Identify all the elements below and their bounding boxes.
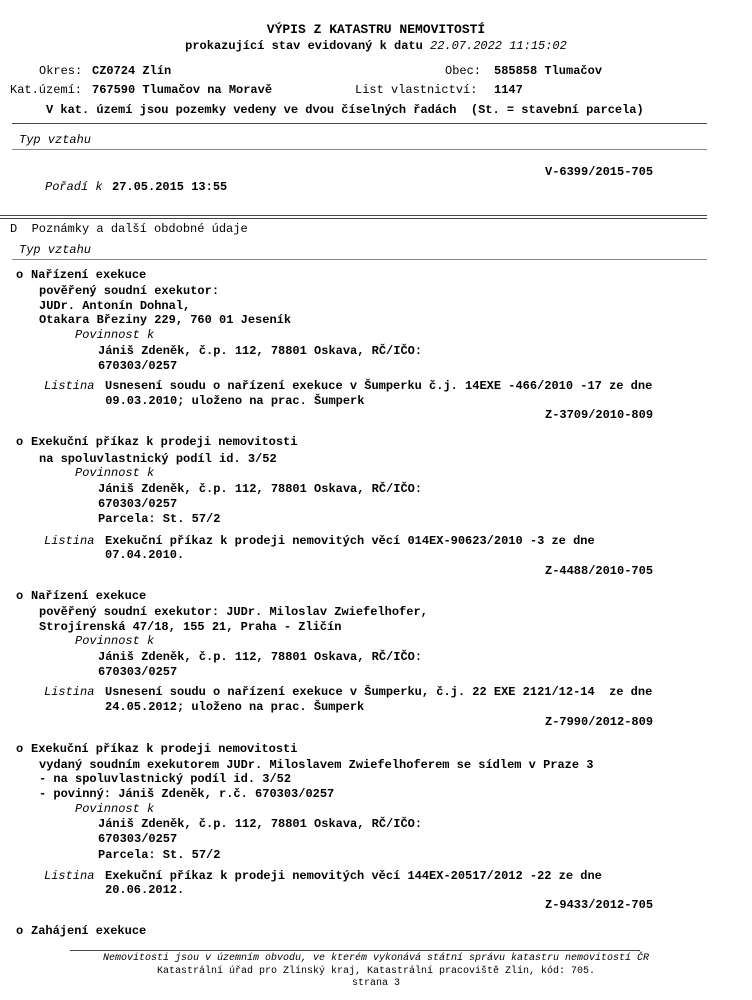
listina-line: Usnesení soudu o nařízení exekuce v Šumperku, č.j. 22 EXE 2121/12-14 ze dne (105, 685, 653, 699)
entry-line: JUDr. Antonín Dohnal, (39, 299, 191, 313)
povinnost-label: Povinnost k (75, 466, 155, 480)
listina-line: Usnesení soudu o nařízení exekuce v Šumperku č.j. 14EXE -466/2010 -17 ze dne (105, 379, 653, 393)
listina-line: 09.03.2010; uloženo na prac. Šumperk (98, 394, 365, 408)
entry-line: pověřený soudní exekutor: JUDr. Miloslav Zwiefelhofer, (39, 605, 428, 619)
divider (12, 123, 707, 124)
poradi-label: Pořadí k (45, 180, 103, 194)
parcels-note: V kat. území jsou pozemky vedeny ve dvou číselných řadách (St. = stavební parcela) (46, 103, 644, 117)
footer-line: Nemovitosti jsou v územním obvodu, ve kterém vykonává státní správu katastru nemovitostí ČR (102, 953, 650, 964)
listina-line: 24.05.2012; uloženo na prac. Šumperk (105, 700, 365, 714)
typ-vztahu-label: Typ vztahu (19, 133, 92, 147)
povinnost-line: 670303/0257 (98, 359, 178, 373)
divider (12, 259, 707, 260)
listina-line: 20.06.2012. (105, 883, 185, 897)
povinnost-line: Jániš Zdeněk, č.p. 112, 78801 Oskava, RČ/IČO: (98, 817, 423, 831)
entry-line: pověřený soudní exekutor: (39, 284, 220, 298)
entry-title: Nařízení exekuce (31, 589, 147, 603)
entry-line: - povinný: Jániš Zdeněk, r.č. 670303/0257 (39, 787, 335, 801)
entry-title: Exekuční příkaz k prodeji nemovitosti (31, 742, 298, 756)
obec-label: Obec: (445, 64, 482, 78)
povinnost-line: 670303/0257 (98, 497, 178, 511)
page-number: strana 3 (351, 978, 400, 989)
reference-number: Z-7990/2012-809 (545, 715, 654, 729)
subtitle-prefix: prokazující stav evidovaný k datu (185, 39, 423, 53)
entry-line: - na spoluvlastnický podíl id. 3/52 (39, 772, 292, 786)
povinnost-line: Parcela: St. 57/2 (98, 848, 221, 862)
ku-label: Kat.území: (10, 83, 83, 97)
entry-line: vydaný soudním exekutorem JUDr. Miloslavem Zwiefelhoferem se sídlem v Praze 3 (39, 758, 594, 772)
okres-value: CZ0724 Zlín (92, 64, 172, 78)
page-title: VÝPIS Z KATASTRU NEMOVITOSTÍ (266, 22, 486, 37)
listina-label: Listina (44, 685, 95, 699)
listina-line: 07.04.2010. (105, 548, 185, 562)
double-divider-top (0, 215, 707, 216)
lv-value: 1147 (494, 83, 523, 97)
povinnost-line: 670303/0257 (98, 832, 178, 846)
bullet-icon: o (16, 268, 24, 282)
reference-number: Z-9433/2012-705 (545, 898, 654, 912)
entry-title: Exekuční příkaz k prodeji nemovitosti (31, 435, 298, 449)
reference-number: Z-3709/2010-809 (545, 408, 654, 422)
bullet-icon: o (16, 924, 24, 938)
listina-line: Exekuční příkaz k prodeji nemovitých věcí 144EX-20517/2012 -22 ze dne (105, 869, 602, 883)
listina-label: Listina (44, 379, 95, 393)
bullet-icon: o (16, 589, 24, 603)
povinnost-line: Parcela: St. 57/2 (98, 512, 221, 526)
obec-value: 585858 Tlumačov (494, 64, 603, 78)
povinnost-label: Povinnost k (75, 328, 155, 342)
reference-number: V-6399/2015-705 (545, 165, 654, 179)
footer-line: Katastrální úřad pro Zlínský kraj, Katastrální pracoviště Zlín, kód: 705. (156, 966, 596, 977)
section-d-heading: D Poznámky a další obdobné údaje (10, 222, 248, 236)
page-subtitle (0, 39, 752, 54)
povinnost-line: Jániš Zdeněk, č.p. 112, 78801 Oskava, RČ/IČO: (98, 344, 423, 358)
listina-label: Listina (44, 869, 95, 883)
povinnost-line: Jániš Zdeněk, č.p. 112, 78801 Oskava, RČ/IČO: (98, 650, 423, 664)
double-divider-bottom (0, 218, 707, 219)
typ-vztahu-label: Typ vztahu (19, 243, 92, 257)
povinnost-line: Jániš Zdeněk, č.p. 112, 78801 Oskava, RČ/IČO: (98, 482, 423, 496)
lv-label: List vlastnictví: (355, 83, 478, 97)
poradi-value: 27.05.2015 13:55 (112, 180, 228, 194)
okres-label: Okres: (39, 64, 83, 78)
reference-number: Z-4488/2010-705 (545, 564, 654, 578)
bullet-icon: o (16, 742, 24, 756)
ku-value: 767590 Tlumačov na Moravě (92, 83, 273, 97)
subtitle-date: 22.07.2022 11:15:02 (430, 39, 567, 53)
povinnost-line: 670303/0257 (98, 665, 178, 679)
entry-line: Strojírenská 47/18, 155 21, Praha - Zličín (39, 620, 342, 634)
listina-label: Listina (44, 534, 95, 548)
povinnost-label: Povinnost k (75, 634, 155, 648)
entry-title: Zahájení exekuce (31, 924, 147, 938)
divider (12, 149, 707, 150)
bullet-icon: o (16, 435, 24, 449)
footer-divider (70, 950, 640, 951)
entry-line: na spoluvlastnický podíl id. 3/52 (39, 452, 277, 466)
entry-line: Otakara Březiny 229, 760 01 Jeseník (39, 313, 292, 327)
povinnost-label: Povinnost k (75, 802, 155, 816)
listina-line: Exekuční příkaz k prodeji nemovitých věcí 014EX-90623/2010 -3 ze dne (105, 534, 595, 548)
entry-title: Nařízení exekuce (31, 268, 147, 282)
